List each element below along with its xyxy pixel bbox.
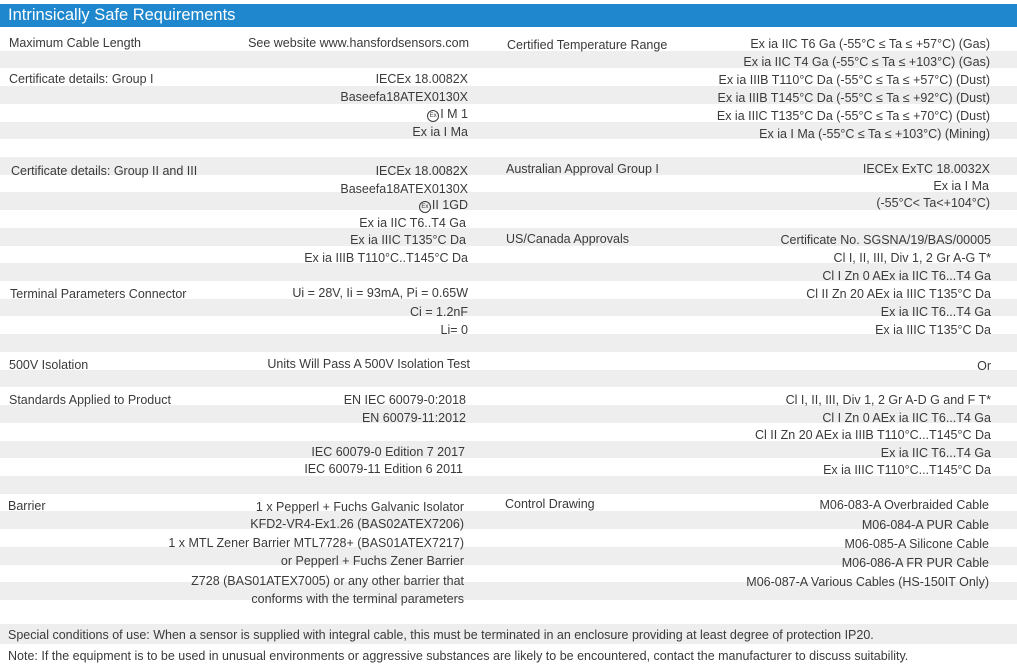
control-drawing-line: M06-084-A PUR Cable	[861, 518, 989, 532]
barrier-line: KFD2-VR4-Ex1.26 (BAS02ATEX7206)	[250, 517, 464, 531]
us-canada-line: Ex ia IIIC T110°C...T145°C Da	[823, 463, 991, 477]
australian-line: (-55°C< Ta<+104°C)	[876, 196, 990, 210]
us-canada-line: Or	[977, 359, 991, 373]
table-row-stripe	[0, 210, 1017, 228]
isolation-label: 500V Isolation	[9, 358, 89, 372]
table-row-stripe	[0, 352, 1017, 370]
group1-line-text: I M 1	[440, 107, 468, 121]
us-canada-line: Cl II Zn 20 AEx ia IIIC T135°C Da	[806, 287, 991, 301]
group2-line: Baseefa18ATEX0130X	[340, 182, 468, 196]
group2-line: Ex ia IIIB T110°C..T145°C Da	[304, 251, 468, 265]
control-drawing-label: Control Drawing	[505, 497, 595, 511]
max-cable-length-label: Maximum Cable Length	[9, 36, 142, 50]
terminal-line: Ci = 1.2nF	[409, 305, 468, 319]
australian-label: Australian Approval Group I	[506, 162, 659, 176]
barrier-line: 1 x MTL Zener Barrier MTL7728+ (BAS01ATEX7217)	[168, 536, 464, 550]
terminal-label: Terminal Parameters Connector	[10, 287, 187, 301]
special-conditions: Special conditions of use: When a sensor is supplied with integral cable, this must be terminated in an enclosure providing at least degree of protection IP20.	[8, 628, 874, 642]
standards-label: Standards Applied to Product	[9, 393, 171, 407]
control-drawing-line: M06-086-A FR PUR Cable	[841, 556, 989, 570]
control-drawing-line: M06-087-A Various Cables (HS-150IT Only)	[746, 575, 989, 589]
equipment-note: Note: If the equipment is to be used in unusual environments or aggressive substances are likely to be encountered, contact the manufacturer to discuss suitability.	[8, 649, 909, 663]
standards-line: IEC 60079-11 Edition 6 2011	[304, 462, 463, 476]
us-canada-line: Cl I, II, III, Div 1, 2 Gr A-G T*	[833, 251, 991, 265]
us-canada-line: Ex ia IIIC T135°C Da	[875, 323, 991, 337]
temp-range-line: Ex ia I Ma (-55°C ≤ Ta ≤ +103°C) (Mining)	[759, 127, 990, 141]
ex-atex-hexagon-icon: Ex	[419, 201, 431, 213]
barrier-line: conforms with the terminal parameters	[251, 592, 464, 606]
us-canada-label: US/Canada Approvals	[506, 232, 629, 246]
group2-line: Ex ia IIIC T135°C Da	[350, 233, 466, 247]
standards-line: EN IEC 60079-0:2018	[343, 393, 466, 407]
control-drawing-line: M06-083-A Overbraided Cable	[819, 498, 989, 512]
max-cable-length-value: See website www.hansfordsensors.com	[248, 36, 469, 50]
australian-line: Ex ia I Ma	[933, 179, 989, 193]
temp-range-line: Ex ia IIIC T135°C Da (-55°C ≤ Ta ≤ +70°C) (Dust)	[716, 109, 990, 123]
table-row-stripe	[0, 317, 1017, 335]
us-canada-line: Cl I Zn 0 AEx ia IIC T6...T4 Ga	[822, 411, 991, 425]
terminal-line: Ui = 28V, Ii = 93mA, Pi = 0.65W	[292, 286, 468, 300]
group2-line-text: II 1GD	[431, 198, 468, 212]
group1-line: Ex ia I Ma	[412, 125, 468, 139]
temp-range-line: Ex ia IIC T4 Ga (-55°C ≤ Ta ≤ +103°C) (Gas)	[743, 55, 990, 69]
temp-range-line: Ex ia IIC T6 Ga (-55°C ≤ Ta ≤ +57°C) (Gas)	[750, 37, 990, 51]
group2-line	[419, 197, 468, 214]
table-row-stripe	[0, 334, 1017, 352]
barrier-line: 1 x Pepperl + Fuchs Galvanic Isolator	[255, 500, 464, 514]
table-row-stripe	[0, 370, 1017, 388]
group2-line: Ex ia IIC T6..T4 Ga	[359, 216, 466, 230]
barrier-label: Barrier	[8, 499, 46, 513]
group1-line: IECEx 18.0082X	[375, 72, 468, 86]
us-canada-line: Cl II Zn 20 AEx ia IIIB T110°C...T145°C Da	[754, 428, 991, 442]
group2-line: IECEx 18.0082X	[375, 164, 468, 178]
group2-label: Certificate details: Group II and III	[11, 164, 198, 178]
standards-line: EN 60079-11:2012	[361, 411, 466, 425]
barrier-line: or Pepperl + Fuchs Zener Barrier	[280, 554, 464, 568]
temp-range-line: Ex ia IIIB T110°C Da (-55°C ≤ Ta ≤ +57°C) (Dust)	[718, 73, 990, 87]
control-drawing-line: M06-085-A Silicone Cable	[844, 537, 989, 551]
group1-label: Certificate details: Group I	[9, 72, 154, 86]
us-canada-line: Ex ia IIC T6...T4 Ga	[880, 446, 991, 460]
group1-line: Baseefa18ATEX0130X	[340, 90, 468, 104]
temp-range-line: Ex ia IIIB T145°C Da (-55°C ≤ Ta ≤ +92°C) (Dust)	[717, 91, 990, 105]
terminal-line: Li= 0	[440, 323, 468, 337]
barrier-line: Z728 (BAS01ATEX7005) or any other barrier that	[191, 574, 464, 588]
standards-line: IEC 60079-0 Edition 7 2017	[311, 445, 465, 459]
australian-line: IECEx ExTC 18.0032X	[862, 162, 990, 176]
us-canada-line: Certificate No. SGSNA/19/BAS/00005	[780, 233, 991, 247]
page-title: Intrinsically Safe Requirements	[0, 4, 1017, 27]
us-canada-line: Cl I Zn 0 AEx ia IIC T6...T4 Ga	[822, 269, 991, 283]
ex-atex-hexagon-icon: Ex	[427, 110, 439, 122]
table-row-stripe	[0, 600, 1017, 618]
temp-range-label: Certified Temperature Range	[507, 38, 668, 52]
us-canada-line: Ex ia IIC T6...T4 Ga	[880, 305, 991, 319]
table-row-stripe	[0, 192, 1017, 210]
isolation-value: Units Will Pass A 500V Isolation Test	[267, 357, 470, 371]
group1-line	[427, 106, 468, 123]
us-canada-line: Cl I, II, III, Div 1, 2 Gr A-D G and F T*	[785, 393, 991, 407]
